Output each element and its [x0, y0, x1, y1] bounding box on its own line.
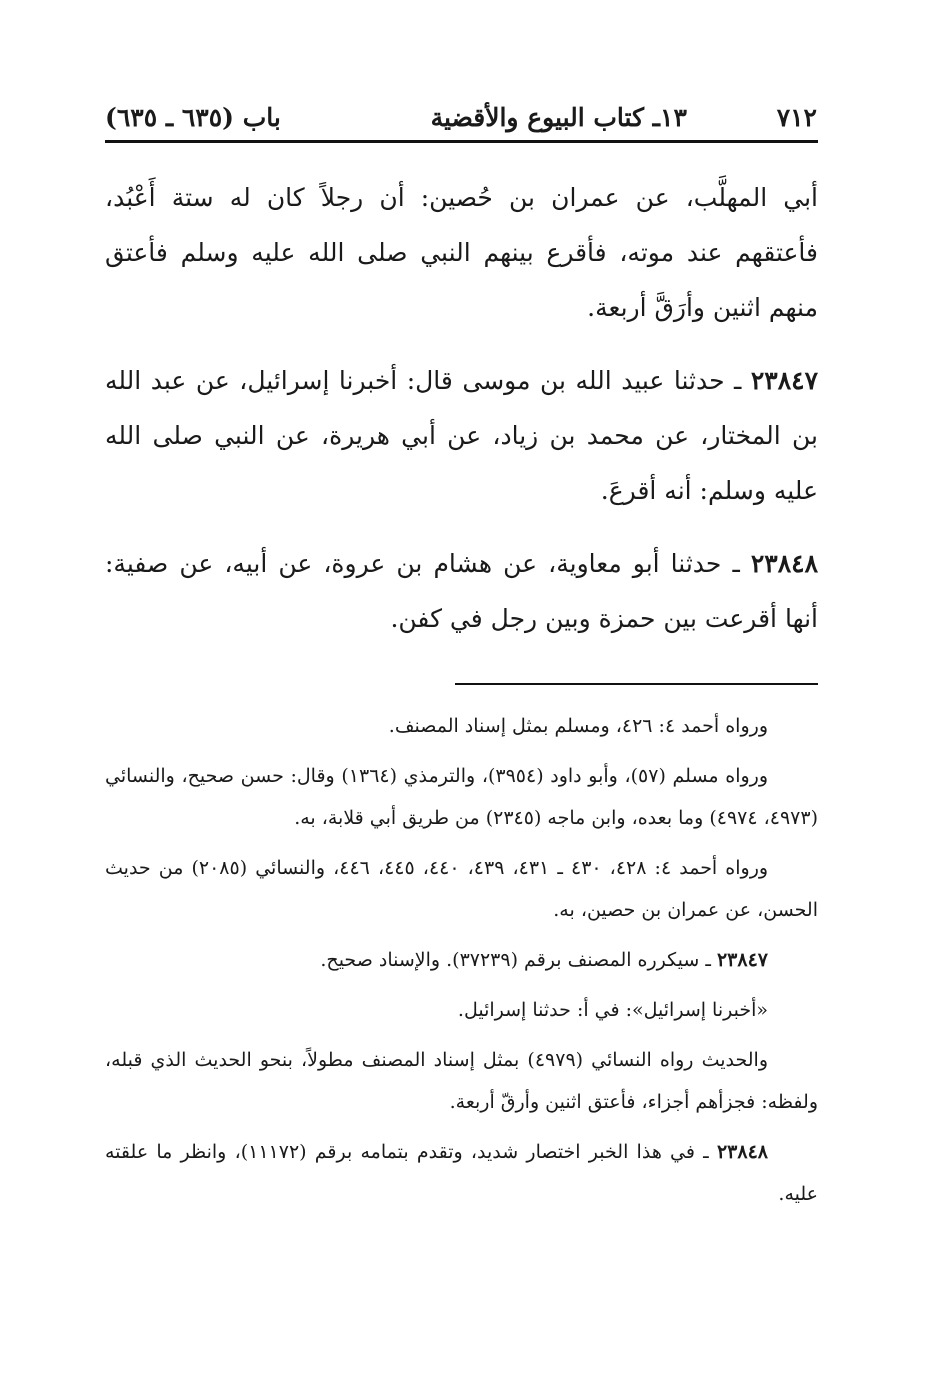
paragraph-continuation: أبي المهلَّب، عن عمران بن حُصين: أن رجلاً كان له ستة أَعْبُد، فأعتقهم عند موته، فأقرع بينهم النبي صلى الله عليه وسلم فأعتق منهم اثنين وأرَقَّ أربعة. [105, 183, 818, 322]
footnote: «أخبرنا إسرائيل»: في أ: حدثنا إسرائيل. [457, 999, 768, 1021]
footnote-number: ٢٣٨٤٧ [716, 949, 768, 971]
footnote: ورواه أحمد ٤: ٤٢٦، ومسلم بمثل إسناد المصنف. [388, 715, 768, 737]
main-text [105, 170, 818, 664]
chapter-title: باب (٦٣٥ ـ ٦٣٥) [105, 103, 281, 132]
hadith-text: ـ حدثنا أبو معاوية، عن هشام بن عروة، عن أبيه، عن صفية: أنها أقرعت بين حمزة وبين رجل في كفن. [105, 549, 818, 633]
hadith-number: ٢٣٨٤٧ [750, 366, 818, 395]
hadith-number: ٢٣٨٤٨ [750, 549, 818, 578]
hadith-23848 [105, 536, 818, 646]
header-divider [105, 140, 818, 143]
footnote: والحديث رواه النسائي (٤٩٧٩) بمثل إسناد المصنف مطولاً، بنحو الحديث الذي قبله، ولفظه: فجزأهم أجزاء، فأعتق اثنين وأرقّ أربعة. [105, 1049, 818, 1113]
footnote-number: ٢٣٨٤٨ [716, 1141, 768, 1163]
footnote [105, 939, 818, 981]
running-header [105, 88, 817, 132]
footnote [105, 1131, 818, 1215]
book-title: ١٣ـ كتاب البيوع والأقضية [430, 103, 687, 132]
footnotes [105, 705, 818, 1223]
footnote: ورواه أحمد ٤: ٤٢٨، ٤٣٠ ـ ٤٣١، ٤٣٩، ٤٤٠، ٤٤٥، ٤٤٦، والنسائي (٢٠٨٥) من حديث الحسن، عن عمران بن حصين، به. [105, 857, 818, 921]
footnote-divider [455, 683, 818, 685]
footnote: ورواه مسلم (٥٧)، وأبو داود (٣٩٥٤)، والترمذي (١٣٦٤) وقال: حسن صحيح، والنسائي (٤٩٧٣، ٤٩٧٤) وما بعده، وابن ماجه (٢٣٤٥) من طريق أبي قلابة، به. [105, 765, 818, 829]
footnote-text: ـ في هذا الخبر اختصار شديد، وتقدم بتمامه برقم (١١١٧٢)، وانظر ما علقته عليه. [105, 1141, 818, 1205]
footnote-text: ـ سيكرره المصنف برقم (٣٧٢٣٩). والإسناد صحيح. [320, 949, 717, 971]
page-number: ٧١٢ [776, 103, 817, 132]
hadith-23847 [105, 353, 818, 518]
hadith-text: ـ حدثنا عبيد الله بن موسى قال: أخبرنا إسرائيل، عن عبد الله بن المختار، عن محمد بن زياد، عن أبي هريرة، عن النبي صلى الله عليه وسلم: أنه أقرعَ. [105, 366, 818, 505]
